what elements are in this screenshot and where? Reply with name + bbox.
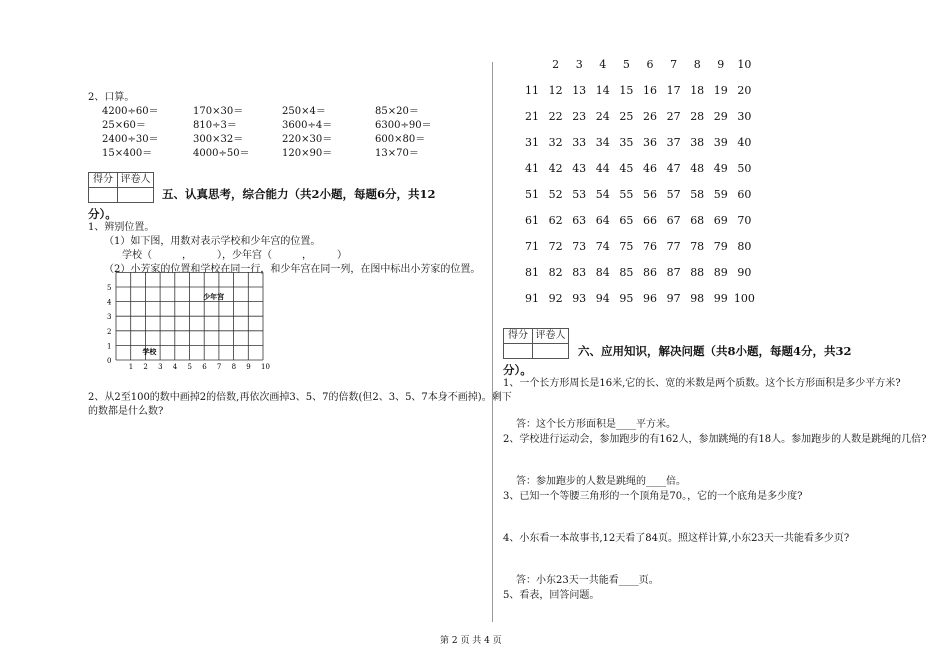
number-cell: 15 (619, 84, 634, 97)
number-cell: 28 (690, 110, 705, 123)
section5-title: 五、认真思考，综合能力（共2小题，每题6分，共12 (162, 187, 436, 201)
app-a1: 答：这个长方形面积是____平方米。 (516, 419, 676, 430)
number-cell: 14 (595, 84, 610, 97)
y-tick-label: 3 (107, 313, 112, 322)
oral-calc-title: 2、口算。 (88, 92, 135, 103)
oral-calc-item: 3600÷4＝ (282, 120, 333, 131)
app-q4: 4、小东看一本故事书,12天看了84页。照这样计算,小东23天一共能看多少页? (503, 533, 850, 544)
number-cell: 54 (595, 188, 610, 201)
number-cell: 7 (670, 58, 678, 71)
number-cell: 23 (572, 110, 587, 123)
number-cell: 57 (666, 188, 681, 201)
number-cell: 65 (619, 214, 634, 227)
number-cell: 93 (572, 292, 587, 305)
grader-value (118, 187, 153, 202)
number-cell: 89 (713, 266, 728, 279)
number-cell: 25 (619, 110, 634, 123)
number-cell: 78 (690, 240, 705, 253)
number-cell: 26 (643, 110, 657, 123)
q1-answer-line: 学校（ ， ），少年宫（ ， ） (122, 250, 347, 261)
number-cell: 37 (666, 136, 681, 149)
grader-label: 评卷人 (120, 174, 151, 185)
number-cell: 94 (595, 292, 610, 305)
number-cell: 44 (595, 162, 610, 175)
y-tick-label: 1 (107, 342, 112, 351)
q2-sieve-line1: 2、从2至100的数中画掉2的倍数,再依次画掉3、5、7的倍数(但2、3、5、7本身不画掉)。剩下 (88, 392, 512, 403)
app-a4: 答：小东23天一共能看____页。 (516, 575, 659, 586)
number-cell: 90 (737, 266, 752, 279)
number-cell: 32 (548, 136, 563, 149)
number-cell: 53 (572, 188, 587, 201)
number-cell: 70 (737, 214, 752, 227)
number-cell: 51 (525, 188, 539, 201)
oral-calc-item: 85×20＝ (375, 106, 419, 117)
number-cell: 100 (733, 292, 755, 305)
number-cell: 87 (666, 266, 681, 279)
number-cell: 92 (548, 292, 563, 305)
oral-calc-item: 4200÷60＝ (102, 106, 159, 117)
number-cell: 24 (595, 110, 610, 123)
number-cell: 88 (690, 266, 705, 279)
score-label: 得分 (89, 173, 118, 187)
app-a2: 答：参加跑步的人数是跳绳的____倍。 (516, 476, 686, 487)
number-cell: 64 (595, 214, 610, 227)
number-cell: 36 (643, 136, 657, 149)
q1-part1: （1）如下图，用数对表示学校和少年宫的位置。 (104, 236, 321, 247)
number-cell: 66 (643, 214, 657, 227)
number-cell: 86 (643, 266, 657, 279)
number-cell: 35 (619, 136, 634, 149)
number-cell: 5 (622, 58, 630, 71)
section6-title-cont: 分）。 (503, 363, 532, 377)
x-tick-label: 8 (231, 363, 237, 371)
score-box-left (88, 172, 154, 203)
oral-calc-item: 13×70＝ (375, 148, 419, 159)
oral-calc-item: 6300÷90＝ (375, 120, 432, 131)
app-q5: 5、看表，回答问题。 (503, 590, 600, 601)
app-q1: 1、一个长方形周长是16米,它的长、宽的米数是两个质数。这个长方形面积是多少平方米? (503, 378, 901, 389)
number-cell: 69 (713, 214, 728, 227)
number-cell: 16 (643, 84, 657, 97)
number-cell: 42 (548, 162, 563, 175)
oral-calc-item: 120×90＝ (282, 148, 333, 159)
number-cell: 75 (619, 240, 634, 253)
number-cell: 43 (572, 162, 587, 175)
grader-label: 评卷人 (535, 330, 566, 341)
number-cell: 34 (595, 136, 610, 149)
number-cell: 50 (737, 162, 752, 175)
number-cell: 17 (666, 84, 681, 97)
x-tick-label: 4 (172, 363, 178, 371)
y-tick-label: 5 (107, 284, 112, 292)
number-cell: 62 (548, 214, 563, 227)
y-tick-label: 2 (107, 327, 112, 336)
x-tick-label: 6 (202, 363, 207, 371)
oral-calc-item: 250×4＝ (282, 106, 326, 117)
oral-calc-item: 600×80＝ (375, 134, 426, 145)
number-cell: 13 (572, 84, 587, 97)
number-cell: 33 (572, 136, 587, 149)
number-cell: 45 (619, 162, 634, 175)
number-cell: 59 (713, 188, 728, 201)
school-label: 学校 (142, 347, 157, 356)
number-cell: 52 (548, 188, 563, 201)
x-tick-label: 10 (261, 363, 270, 371)
y-tick-label: 0 (107, 357, 112, 365)
score-value (504, 343, 533, 358)
oral-calc-item: 15×400＝ (102, 148, 153, 159)
number-cell: 10 (737, 58, 752, 71)
number-cell: 22 (548, 110, 563, 123)
x-tick-label: 1 (128, 363, 134, 371)
number-cell: 72 (548, 240, 563, 253)
number-cell: 84 (595, 266, 610, 279)
number-cell: 29 (713, 110, 728, 123)
number-cell: 21 (525, 110, 539, 123)
q1-part2: （2）小芳家的位置和学校在同一行，和少年宫在同一列，在图中标出小芳家的位置。 (104, 264, 481, 275)
number-cell: 79 (713, 240, 728, 253)
number-cell: 67 (666, 214, 681, 227)
number-cell: 58 (690, 188, 705, 201)
palace-label: 少年宫 (203, 292, 225, 301)
number-cell: 19 (713, 84, 728, 97)
app-q3: 3、已知一个等腰三角形的一个顶角是70。，它的一个底角是多少度? (503, 491, 803, 502)
number-cell: 98 (690, 292, 705, 305)
y-tick-label: 4 (107, 298, 112, 307)
q1-title: 1、辨别位置。 (88, 222, 155, 233)
x-tick-label: 3 (158, 363, 163, 371)
number-cell: 55 (619, 188, 634, 201)
x-tick-label: 9 (246, 363, 251, 371)
oral-calc-item: 810÷3＝ (193, 120, 237, 131)
number-cell: 95 (619, 292, 634, 305)
number-cell: 77 (666, 240, 681, 253)
number-cell: 38 (690, 136, 705, 149)
number-cell: 96 (643, 292, 657, 305)
number-cell: 18 (690, 84, 705, 97)
number-cell: 83 (572, 266, 587, 279)
page-footer: 第 2 页 共 4 页 (440, 636, 502, 646)
number-cell: 85 (619, 266, 634, 279)
number-cell: 47 (666, 162, 681, 175)
number-cell: 63 (572, 214, 587, 227)
number-cell: 9 (717, 58, 725, 71)
oral-calc-item: 300×32＝ (193, 134, 244, 145)
app-q2: 2、学校进行运动会，参加跑步的有162人，参加跳绳的有18人。参加跑步的人数是跳绳的几倍? (503, 434, 927, 445)
number-cell: 46 (643, 162, 657, 175)
number-cell: 71 (525, 240, 539, 253)
oral-calc-item: 170×30＝ (193, 106, 244, 117)
section5-title-cont: 分）。 (88, 207, 117, 221)
number-cell: 39 (713, 136, 728, 149)
number-cell: 2 (552, 58, 560, 71)
x-tick-label: 5 (187, 363, 192, 371)
number-cell: 27 (666, 110, 681, 123)
score-value (89, 187, 118, 202)
number-cell: 8 (693, 58, 701, 71)
number-cell: 30 (737, 110, 752, 123)
number-cell: 99 (713, 292, 728, 305)
section6-title: 六、应用知识，解决问题（共8小题，每题4分，共32 (578, 344, 852, 358)
number-cell: 81 (525, 266, 539, 279)
grader-value (533, 343, 568, 358)
number-cell: 48 (690, 162, 705, 175)
number-cell: 97 (666, 292, 681, 305)
number-cell: 74 (595, 240, 610, 253)
number-cell: 49 (713, 162, 728, 175)
number-cell: 60 (737, 188, 752, 201)
number-cell: 68 (690, 214, 705, 227)
x-tick-label: 7 (216, 363, 222, 371)
column-divider (492, 62, 493, 622)
oral-calc-item: 220×30＝ (282, 134, 333, 145)
score-box-right (503, 328, 569, 359)
number-cell: 56 (643, 188, 657, 201)
number-cell: 80 (737, 240, 752, 253)
number-cell: 6 (646, 58, 654, 71)
oral-calc-item: 25×60＝ (102, 120, 146, 131)
score-label: 得分 (504, 329, 533, 343)
number-cell: 73 (572, 240, 587, 253)
x-tick-label: 2 (143, 363, 148, 371)
number-cell: 12 (548, 84, 563, 97)
number-cell: 61 (525, 214, 539, 227)
number-cell: 11 (525, 84, 539, 97)
number-cell: 41 (525, 162, 539, 175)
coordinate-grid (100, 272, 280, 372)
number-cell: 40 (737, 136, 752, 149)
number-cell: 82 (548, 266, 563, 279)
number-cell: 20 (737, 84, 752, 97)
oral-calc-item: 4000÷50＝ (193, 148, 250, 159)
number-cell: 4 (599, 58, 607, 71)
q2-sieve-line2: 的数都是什么数? (88, 406, 164, 417)
oral-calc-item: 2400÷30＝ (102, 134, 159, 145)
number-cell: 76 (643, 240, 657, 253)
number-cell: 3 (575, 58, 583, 71)
number-cell: 31 (525, 136, 539, 149)
number-cell: 91 (525, 292, 539, 305)
